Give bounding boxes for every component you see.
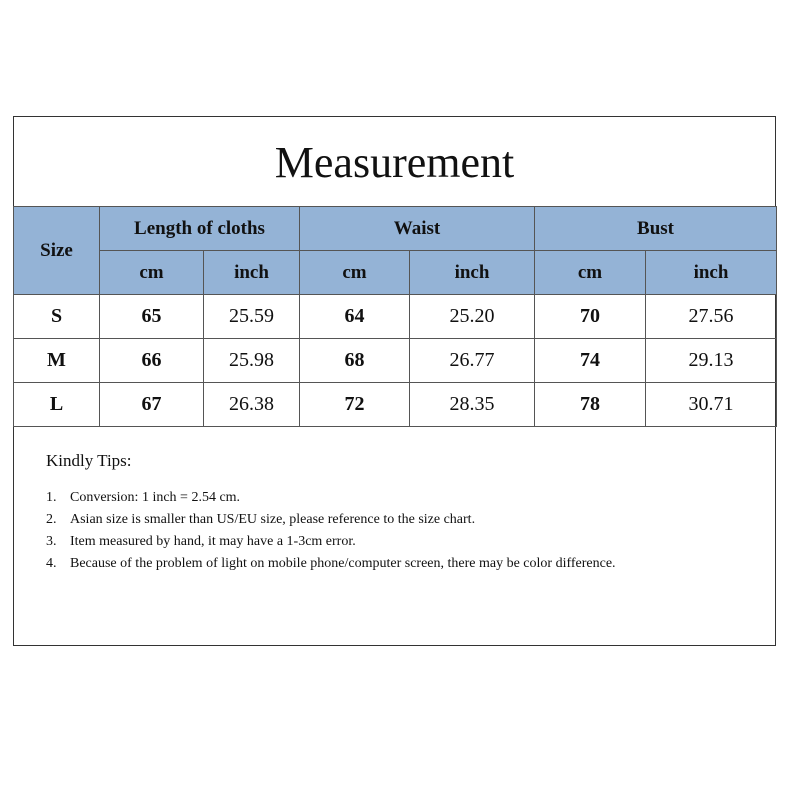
bust-cm-cell: 78 [535, 383, 646, 427]
list-number: 1. [46, 490, 57, 505]
length-cm-cell: 66 [100, 339, 204, 383]
list-item [46, 553, 630, 575]
waist-group-header: Waist [300, 207, 535, 251]
list-item [46, 487, 746, 509]
tip-text: Conversion: 1 inch = 2.54 cm. [70, 490, 241, 505]
list-item [46, 509, 746, 531]
table-row [14, 339, 777, 383]
list-item [46, 531, 746, 553]
list-number: 3. [46, 534, 57, 549]
page-title: Measurement [274, 137, 515, 187]
length-inch-cell: 26.38 [204, 383, 300, 427]
unit-header: cm [100, 251, 204, 295]
tip-text: Item measured by hand, it may have a 1-3cm error. [70, 534, 356, 549]
waist-inch-cell: 26.77 [410, 339, 535, 383]
table-row [14, 295, 777, 339]
bust-inch-cell: 27.56 [646, 295, 777, 339]
waist-cm-cell: 64 [300, 295, 410, 339]
tips-section [46, 451, 746, 575]
list-number: 4. [46, 556, 57, 571]
size-cell: M [14, 339, 100, 383]
list-number: 2. [46, 512, 57, 527]
length-cm-cell: 65 [100, 295, 204, 339]
size-column-header: Size [14, 207, 100, 295]
tips-list [46, 487, 746, 575]
table-row [14, 383, 777, 427]
bust-inch-cell: 29.13 [646, 339, 777, 383]
size-cell: S [14, 295, 100, 339]
length-inch-cell: 25.59 [204, 295, 300, 339]
waist-cm-cell: 72 [300, 383, 410, 427]
tips-heading: Kindly Tips: [46, 451, 132, 470]
tip-text: Asian size is smaller than US/EU size, please reference to the size chart. [70, 512, 476, 527]
unit-header-row [14, 251, 777, 295]
waist-inch-cell: 28.35 [410, 383, 535, 427]
unit-header: inch [646, 251, 777, 295]
unit-header: inch [204, 251, 300, 295]
bust-inch-cell: 30.71 [646, 383, 777, 427]
length-group-header: Length of cloths [100, 207, 300, 251]
bust-cm-cell: 70 [535, 295, 646, 339]
length-inch-cell: 25.98 [204, 339, 300, 383]
length-cm-cell: 67 [100, 383, 204, 427]
measurement-card [13, 116, 776, 646]
size-table [13, 206, 777, 427]
waist-cm-cell: 68 [300, 339, 410, 383]
table-header-row [14, 207, 777, 251]
tip-text: Because of the problem of light on mobile phone/computer screen, there may be color difference. [70, 556, 616, 571]
size-cell: L [14, 383, 100, 427]
unit-header: cm [300, 251, 410, 295]
unit-header: cm [535, 251, 646, 295]
waist-inch-cell: 25.20 [410, 295, 535, 339]
bust-cm-cell: 74 [535, 339, 646, 383]
bust-group-header: Bust [535, 207, 777, 251]
unit-header: inch [410, 251, 535, 295]
